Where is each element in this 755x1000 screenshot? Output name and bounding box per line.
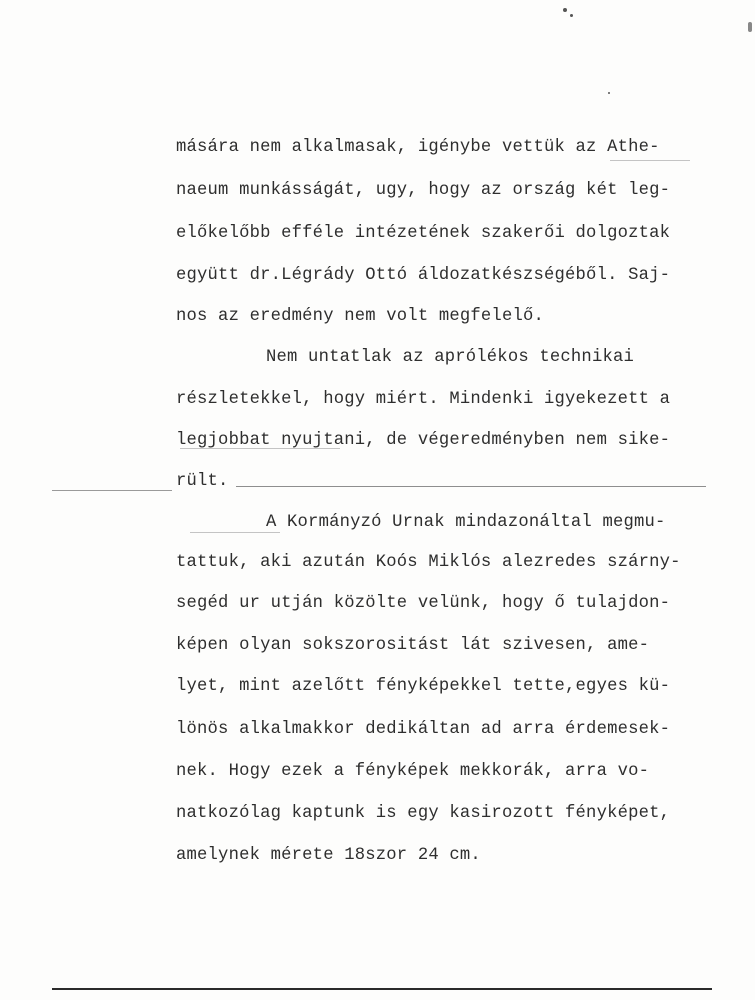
text-line: naeum munkásságát, ugy, hogy az ország két leg-	[176, 181, 671, 200]
text-line: lönös alkalmakkor dedikáltan ad arra érdemesek-	[176, 720, 671, 739]
text-line: mására nem alkalmasak, igénybe vettük az Athe-	[176, 138, 660, 157]
text-line: lyet, mint azelőtt fényképekkel tette,egyes kü-	[176, 677, 671, 696]
ink-speck	[570, 14, 573, 17]
bottom-rule	[52, 988, 712, 990]
text-line: tattuk, aki azután Koós Miklós alezredes szárny-	[176, 553, 681, 572]
separator-rule	[236, 486, 706, 487]
text-line: együtt dr.Légrády Ottó áldozatkészségéből. Saj-	[176, 266, 671, 285]
ink-speck	[563, 8, 567, 12]
separator-rule	[52, 490, 172, 491]
text-line: rült.	[176, 472, 229, 491]
text-line: részletekkel, hogy miért. Mindenki igyekezett a	[176, 390, 671, 409]
text-line: nos az eredmény nem volt megfelelő.	[176, 307, 544, 326]
text-line: legjobbat nyujtani, de végeredményben nem sike-	[176, 431, 671, 450]
text-line: amelynek mérete 18szor 24 cm.	[176, 846, 481, 865]
text-line: segéd ur utján közölte velünk, hogy ő tulajdon-	[176, 594, 671, 613]
ink-speck	[608, 92, 610, 94]
text-line: natkozólag kaptunk is egy kasirozott fényképet,	[176, 804, 671, 823]
text-line: előkelőbb efféle intézetének szakerői dolgoztak	[176, 224, 671, 243]
text-line: nek. Hogy ezek a fényképek mekkorák, arra vo-	[176, 762, 650, 781]
ink-speck	[748, 22, 752, 32]
show-through-stroke	[610, 160, 690, 161]
text-line: képen olyan sokszorositást lát szivesen, ame-	[176, 636, 650, 655]
text-line: A Kormányzó Urnak mindazonáltal megmu-	[266, 513, 666, 532]
text-line: Nem untatlak az aprólékos technikai	[266, 348, 634, 367]
